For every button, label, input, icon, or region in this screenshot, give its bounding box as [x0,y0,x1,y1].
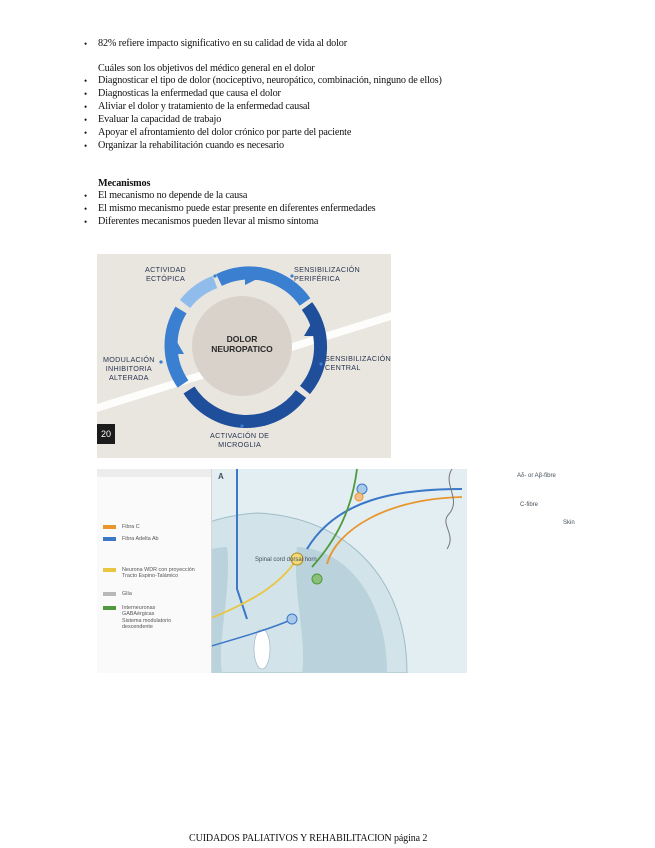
dorsal-root-ganglion-c [355,493,363,501]
arc-right [305,306,321,390]
bullet: • [84,204,88,214]
label-sensibilizacion-periferica: SENSIBILIZACIÓN PERIFÉRICA [294,265,361,283]
label-dot [213,274,216,277]
label-activacion-microglia: ACTIVACIÓN DE MICROGLIA [210,431,270,449]
interneuron [287,614,297,624]
bullet: • [84,141,88,151]
legend-item: Interneuronas GABAérgicas Sistema modulatorio descendente [103,605,171,630]
label-dorsal-horn: Spinal cord dorsal horn [255,557,317,563]
slide-number-badge: 20 [97,424,115,444]
legend-header [97,469,211,477]
mechanism-item: El mismo mecanismo puede estar presente en diferentes enfermedades [98,203,376,214]
label-dot [240,424,243,427]
objective-item: Apoyar el afrontamiento del dolor crónico por parte del paciente [98,127,352,138]
center-label: DOLOR NEUROPATICO [211,334,273,354]
dorsal-root-ganglion [357,484,367,494]
bullet: • [84,115,88,125]
label-c-fibre: C-fibre [520,502,539,508]
mechanism-item: El mecanismo no depende de la causa [98,190,248,201]
legend-item: Fibra C [103,524,140,530]
objective-item: Aliviar el dolor y tratamiento de la enfermedad causal [98,101,310,112]
paragraph-impact: 82% refiere impacto significativo en su calidad de vida al dolor [98,38,347,49]
objective-item: Diagnosticas la enfermedad que causa el dolor [98,88,281,99]
bullet: • [84,128,88,138]
objective-item: Organizar la rehabilitación cuando es necesario [98,140,284,151]
central-canal [254,629,270,669]
page-footer: CUIDADOS PALIATIVOS Y REHABILITACION página 2 [189,833,428,844]
label-skin: Skin [563,520,575,526]
legend-item: Glía [103,591,132,597]
label-dot [319,362,322,365]
arc-topleft [185,282,215,304]
label-dot [159,360,162,363]
figure-legend [97,469,212,673]
bullet: • [84,102,88,112]
dorsal-horn-figure [97,469,581,673]
panel-letter: A [218,472,224,481]
bullet: • [84,191,88,201]
bullet: • [84,39,88,49]
objective-item: Diagnosticar el tipo de dolor (nociceptivo, neuropático, combinación, ninguno de ellos) [98,75,442,86]
label-sensibilizacion-central: SENSIBILIZACIÓN CENTRAL [325,354,391,372]
objective-item: Evaluar la capacidad de trabajo [98,114,222,125]
legend-item: Neurona WDR con proyección Tracto Espino-Talámico [103,567,195,580]
gaba-interneuron [312,574,322,584]
mechanisms-heading: Mecanismos [98,178,151,189]
mechanism-item: Diferentes mecanismos pueden llevar al mismo síntoma [98,216,319,227]
label-actividad-ectopica: ACTIVIDAD ECTÓPICA [145,265,187,283]
objectives-heading: Cuáles son los objetivos del médico general en el dolor [98,63,315,74]
bullet: • [84,217,88,227]
bullet: • [84,89,88,99]
legend-item: Fibra Adelta Ab [103,536,159,542]
neuropathic-pain-cycle-figure [97,254,391,458]
bullet: • [84,76,88,86]
label-a-delta-fibre: Aδ- or Aβ-fibre [517,473,556,479]
label-modulacion-inhibitoria: MODULACIÓN INHIBITORIA ALTERADA [103,355,155,382]
